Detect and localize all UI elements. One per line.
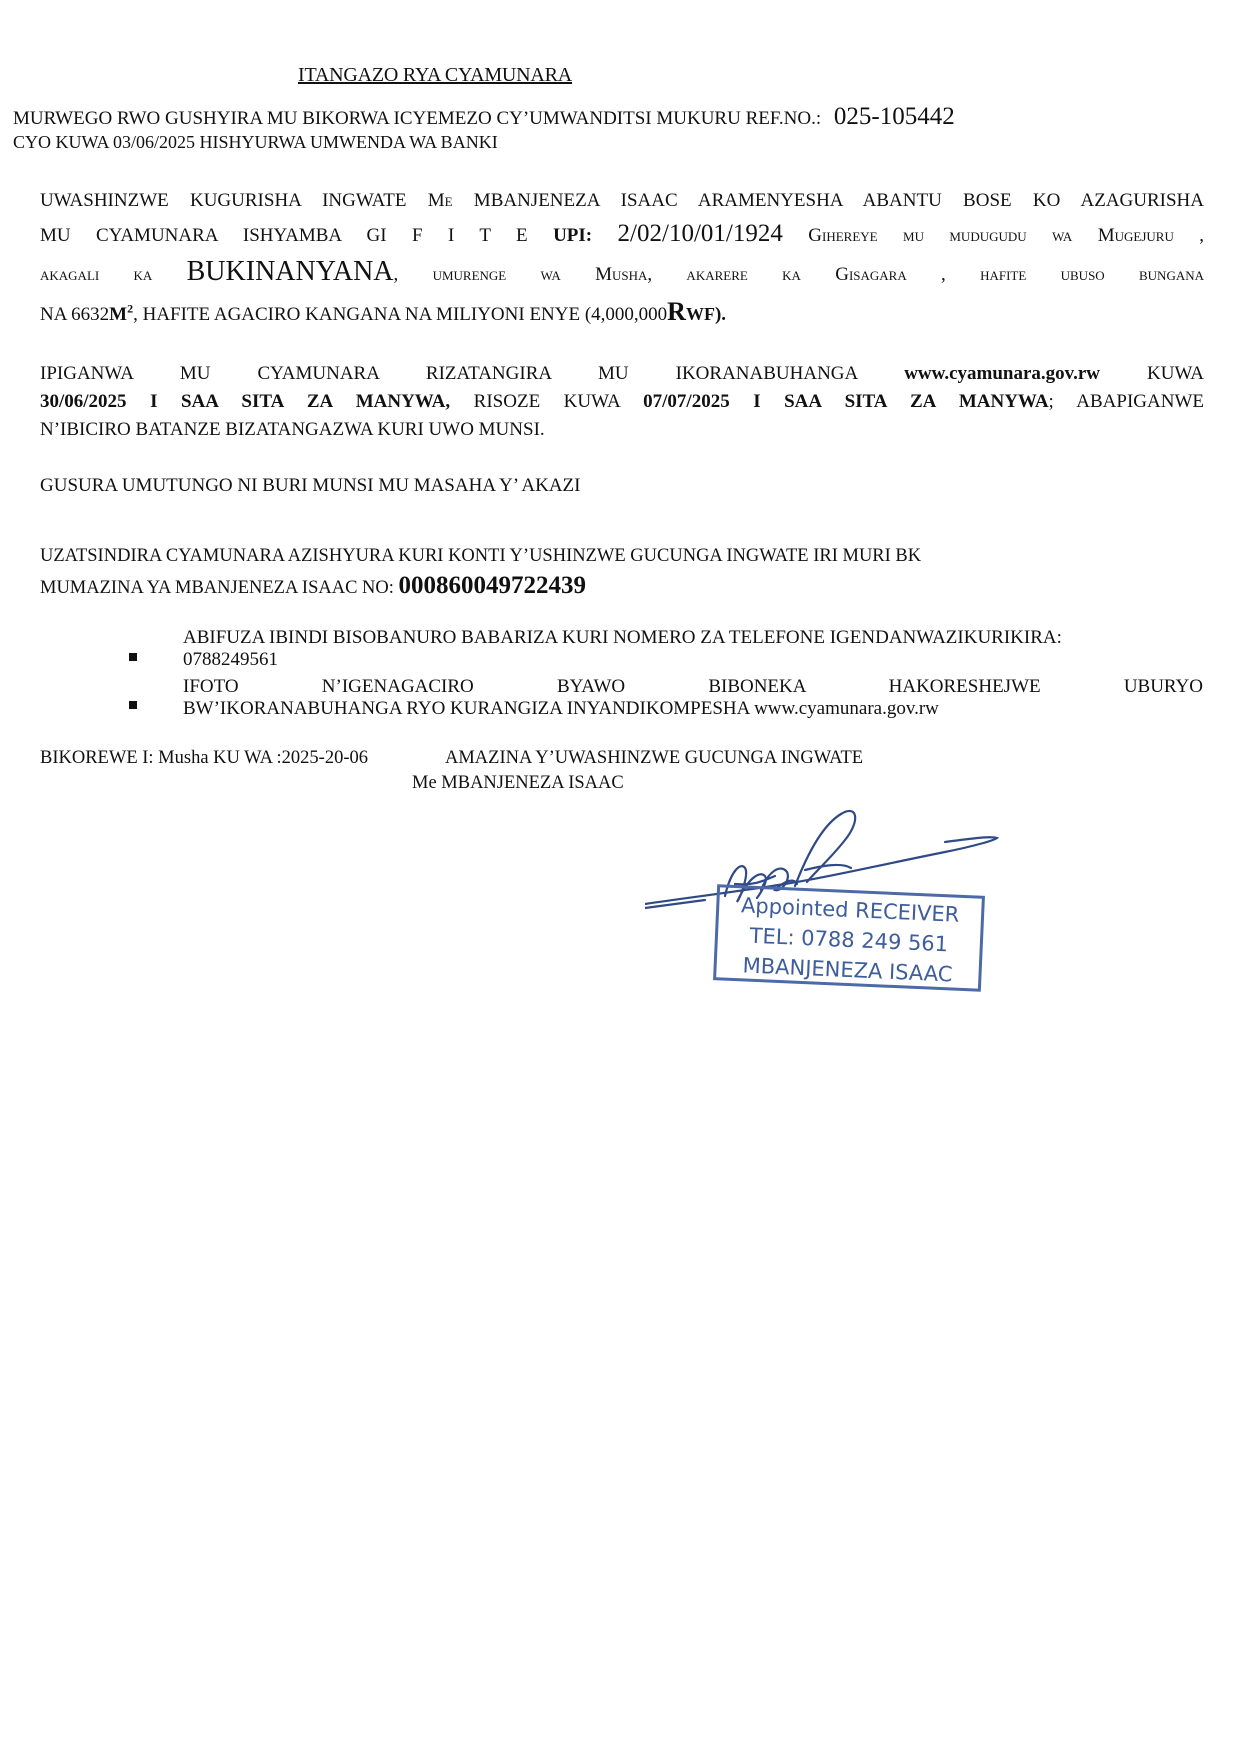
upi-label: UPI:	[553, 225, 593, 246]
upi-number: 2/02/10/01/1924	[617, 220, 783, 247]
para1-line-3-b: , umurenge wa Musha, akarere ka Gisagara , hafite ubuso bungana	[393, 264, 1204, 285]
para1-line-2	[40, 220, 1204, 248]
bullet-1-phone: 0788249561	[183, 649, 278, 670]
bullet-2	[183, 676, 1203, 720]
payment-line-2-text: MUMAZINA YA MBANJENEZA ISAAC NO:	[40, 578, 394, 598]
bullet-1-line-1: ABIFUZA IBINDI BISOBANURO BABARIZA KURI NOMERO ZA TELEFONE IGENDANWAZIKURIKIRA:	[183, 627, 1062, 648]
header-line-2: CYO KUWA 03/06/2025 HISHYURWA UMWENDA WA BANKI	[13, 132, 498, 152]
bullet-2-line-1: IFOTO N’IGENAGACIRO BYAWO BIBONEKA HAKORESHEJWE UBURYO	[183, 676, 1203, 697]
website-link: www.cyamunara.gov.rw	[904, 363, 1101, 384]
bullet-1	[183, 627, 1203, 671]
para1-line-4-a: NA 6632	[40, 304, 110, 325]
para2-line-2	[40, 391, 1204, 413]
para2-line-2-b: ; ABAPIGANWE	[1048, 391, 1204, 412]
para1-line-1: UWASHINZWE KUGURISHA INGWATE Me MBANJENEZA ISAAC ARAMENYESHA ABANTU BOSE KO AZAGURISHA	[40, 190, 1204, 211]
payment-line-2	[40, 572, 586, 600]
para2-line-1	[40, 363, 1204, 385]
stamp-line-1: Appointed RECEIVER	[740, 893, 960, 927]
signature-stamp	[645, 800, 1015, 1010]
visit-note: GUSURA UMUTUNGO NI BURI MUNSI MU MASAHA Y’ AKAZI	[40, 475, 581, 496]
para1-line-3	[40, 256, 1204, 288]
receiver-name: Me MBANJENEZA ISAAC	[412, 773, 624, 793]
made-at: BIKOREWE I: Musha KU WA :2025-20-06	[40, 748, 369, 768]
para2-line-3: N’IBICIRO BATANZE BIZATANGAZWA KURI UWO MUNSI.	[40, 419, 545, 440]
para2-line-1-a: IPIGANWA MU CYAMUNARA RIZATANGIRA MU IKORANABUHANGA	[40, 363, 858, 384]
para1-line-4-c: ).	[714, 304, 727, 325]
receiver-stamp	[713, 884, 985, 992]
auction-end: 07/07/2025 I SAA SITA ZA MANYWA	[643, 391, 1049, 412]
area-unit: M	[109, 304, 128, 325]
receiver-names-label: AMAZINA Y’UWASHINZWE GUCUNGA INGWATE	[445, 748, 864, 768]
auction-start: 30/06/2025 I SAA SITA ZA MANYWA,	[40, 391, 451, 412]
para1-line-2-b: Gihereye mu mudugudu wa Mugejuru ,	[808, 225, 1204, 246]
stamp-line-3: MBANJENEZA ISAAC	[742, 953, 954, 987]
para1-line-4-b: , HAFITE AGACIRO KANGANA NA MILIYONI ENYE (4,000,000	[133, 304, 668, 325]
header-line-1-text: MURWEGO RWO GUSHYIRA MU BIKORWA ICYEMEZO CY’UMWANDITSI MUKURU REF.NO.:	[13, 108, 822, 129]
para1-line-3-a: akagali ka	[40, 264, 153, 285]
bullet-2-line-2: BW’IKORANABUHANGA RYO KURANGIZA INYANDIKOMPESHA www.cyamunara.gov.rw	[183, 698, 939, 719]
header-line-1	[13, 103, 955, 131]
para1-line-4	[40, 297, 1204, 327]
para2-line-1-b: KUWA	[1147, 363, 1205, 384]
stamp-line-2: TEL: 0788 249 561	[749, 923, 949, 957]
bullet-marker-1	[129, 653, 137, 661]
document-title: ITANGAZO RYA CYAMUNARA	[298, 64, 573, 86]
payment-line-1: UZATSINDIRA CYAMUNARA AZISHYURA KURI KONTI Y’USHINZWE GUCUNGA INGWATE IRI MURI BK	[40, 546, 922, 566]
para1-line-2-a: MU CYAMUNARA ISHYAMBA GI F I T E	[40, 225, 528, 246]
area-superscript: 2	[127, 301, 134, 316]
para2-line-2-a: RISOZE KUWA	[473, 391, 620, 412]
reference-number: 025-105442	[833, 103, 955, 130]
account-number: 000860049722439	[398, 572, 587, 599]
bullet-marker-2	[129, 701, 137, 709]
currency: Rwf	[667, 297, 715, 326]
cell-name: BUKINANYANA	[186, 256, 394, 287]
